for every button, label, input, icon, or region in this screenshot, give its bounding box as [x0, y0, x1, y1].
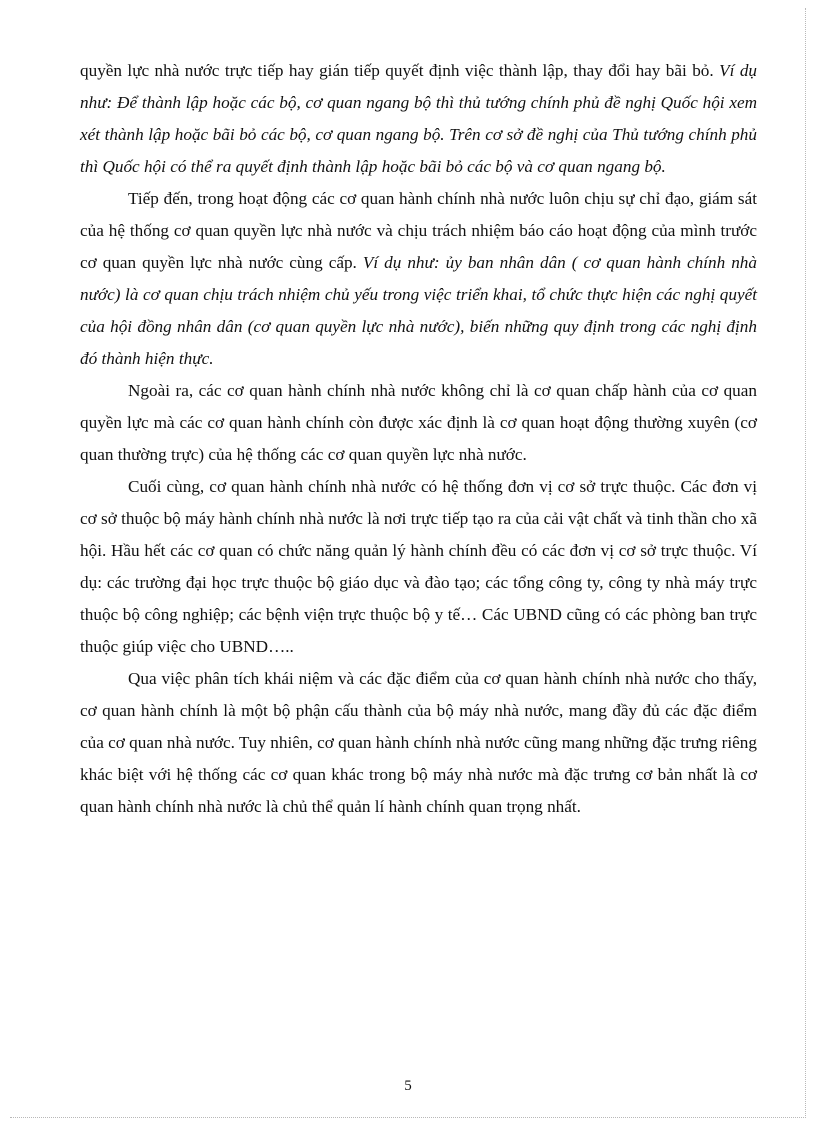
paragraph-2-example: Ví dụ như: ủy ban nhân dân ( cơ quan hành chính nhà nước) là cơ quan chịu trách nhiệm chủ yếu trong việc triển khai, tổ chức thực hiện các nghị quyết của hội đồng nhân dân (cơ quan quyền lực nhà nước), biến những quy định trong các nghị định đó thành hiện thực.	[80, 253, 757, 368]
paragraph-5: Qua việc phân tích khái niệm và các đặc điểm của cơ quan hành chính nhà nước cho thấy, cơ quan hành chính là một bộ phận cấu thành của bộ máy nhà nước, mang đầy đủ các đặc điểm của cơ quan nhà nước. Tuy nhiên, cơ quan hành chính nhà nước cũng mang những đặc trưng riêng khác biệt với hệ thống các cơ quan khác trong bộ máy nhà nước mà đặc trưng cơ bản nhất là cơ quan hành chính nhà nước là chủ thể quản lí hành chính quan trọng nhất.	[80, 669, 757, 816]
page-number: 5	[404, 1078, 412, 1094]
paragraph-1-example: Ví dụ như: Để thành lập hoặc các bộ, cơ quan ngang bộ thì thủ tướng chính phủ đề nghị Quốc hội xem xét thành lập hoặc bãi bỏ các bộ, cơ quan ngang bộ. Trên cơ sở đề nghị của Thủ tướng chính phủ thì Quốc hội có thể ra quyết định thành lập hoặc bãi bỏ các bộ và cơ quan ngang bộ.	[80, 61, 758, 176]
document-body	[80, 55, 757, 823]
paragraph-2	[80, 183, 757, 375]
paragraph-1-text: quyền lực nhà nước trực tiếp hay gián tiếp quyết định việc thành lập, thay đổi hay bãi bỏ.	[80, 61, 720, 80]
paragraph-2-text: Tiếp đến, trong hoạt động các cơ quan hành chính nhà nước luôn chịu sự chỉ đạo, giám sát của hệ thống cơ quan quyền lực nhà nước và chịu trách nhiệm báo cáo hoạt động của mình trước cơ quan quyền lực nhà nước cùng cấp.	[80, 189, 757, 272]
paragraph-3: Ngoài ra, các cơ quan hành chính nhà nước không chỉ là cơ quan chấp hành của cơ quan quyền lực mà các cơ quan hành chính còn được xác định là cơ quan hoạt động thường xuyên (cơ quan thường trực) của hệ thống các cơ quan quyền lực nhà nước.	[80, 381, 757, 464]
paragraph-1	[80, 55, 757, 183]
paragraph-4: Cuối cùng, cơ quan hành chính nhà nước có hệ thống đơn vị cơ sở trực thuộc. Các đơn vị cơ sở thuộc bộ máy hành chính nhà nước là nơi trực tiếp tạo ra của cải vật chất và tinh thần cho xã hội. Hầu hết các cơ quan có chức năng quản lý hành chính đều có các đơn vị cơ sở trực thuộc. Ví dụ: các trường đại học trực thuộc bộ giáo dục và đào tạo; các tổng công ty, công ty nhà máy trực thuộc bộ công nghiệp; các bệnh viện trực thuộc bộ y tế… Các UBND cũng có các phòng ban trực thuộc giúp việc cho UBND…..	[80, 477, 757, 656]
